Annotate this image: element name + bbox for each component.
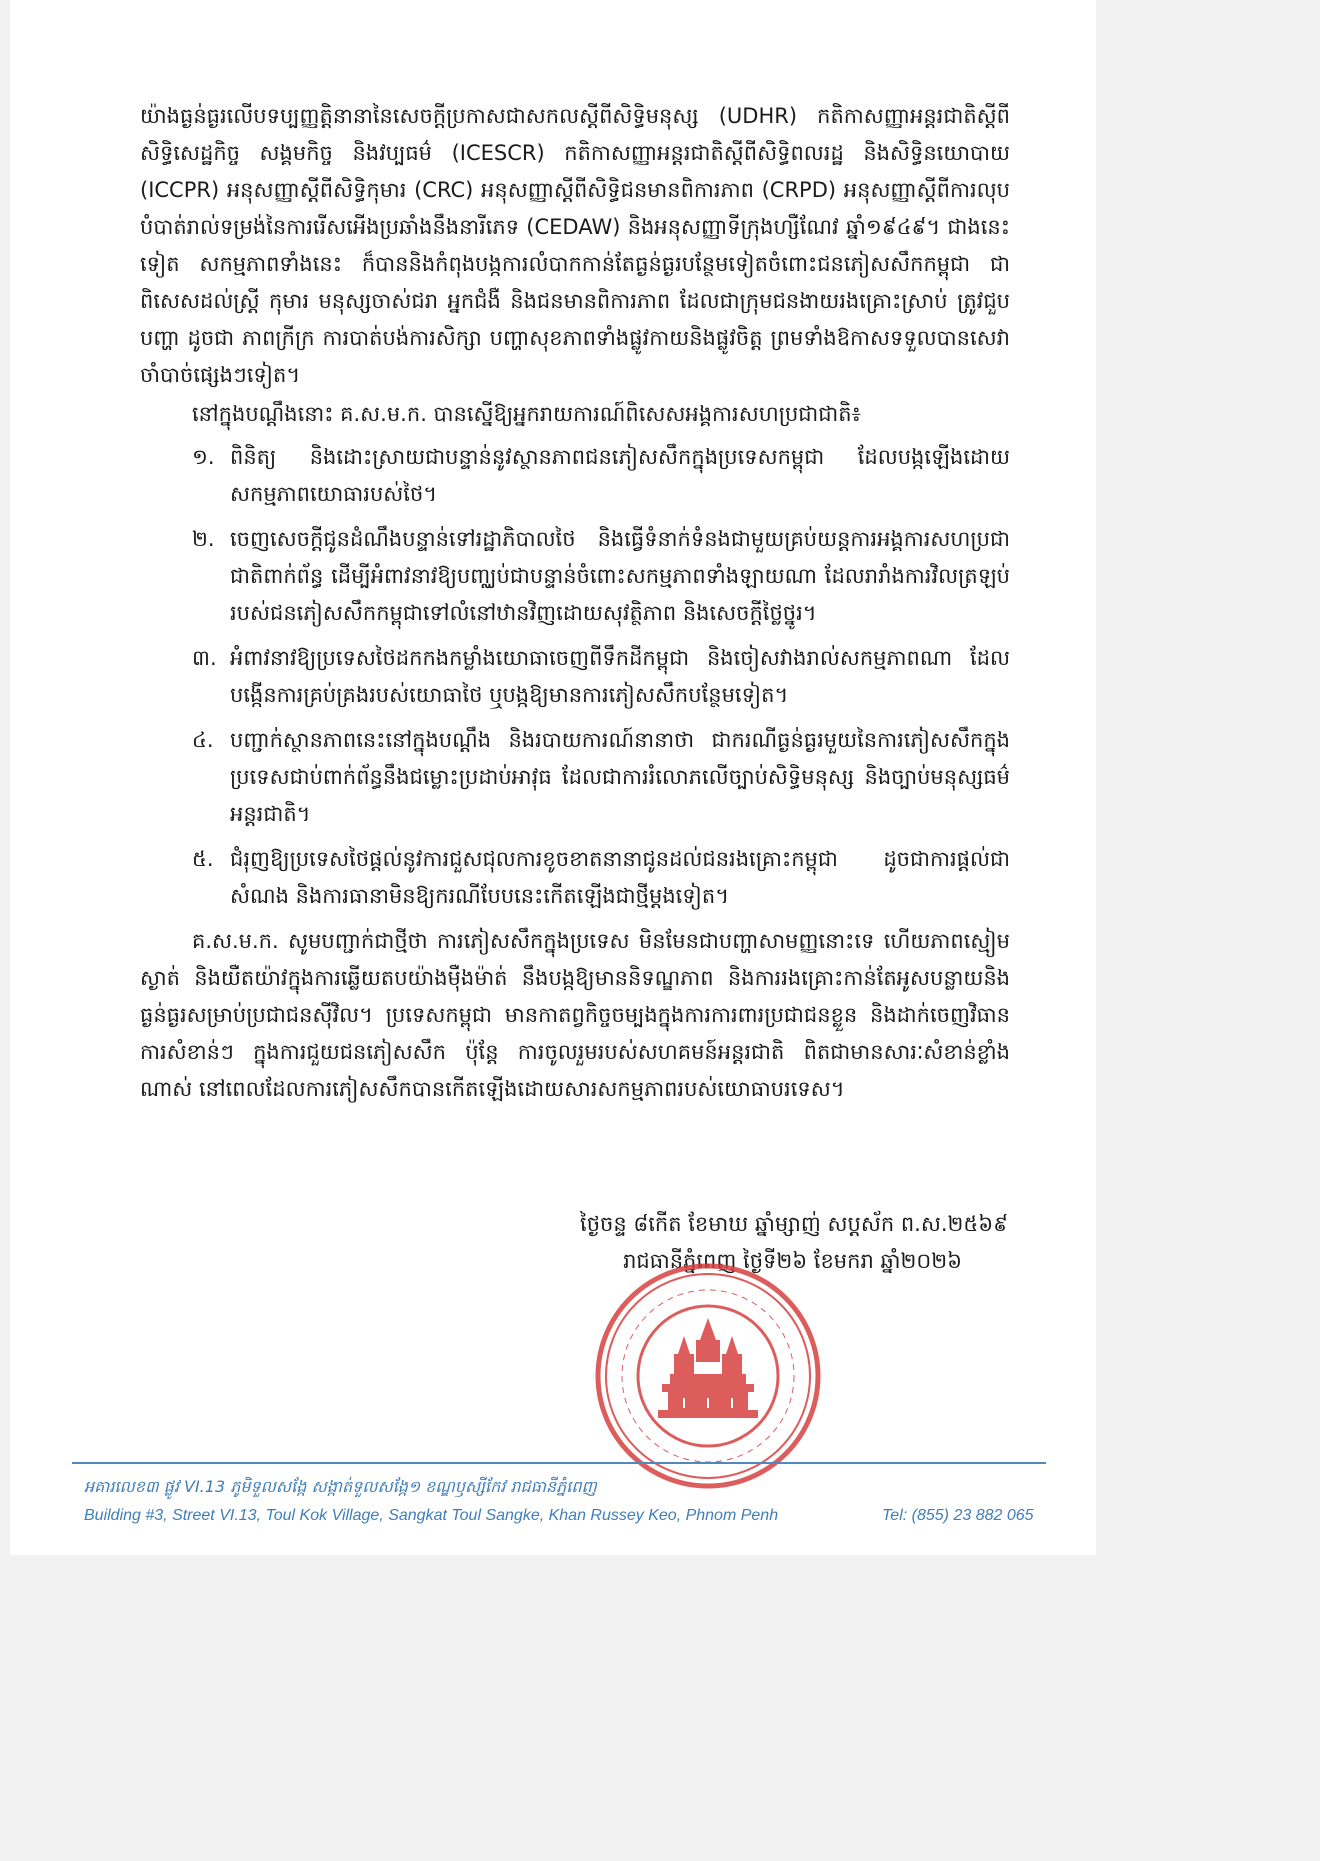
request-item-text: ពិនិត្យ និងដោះស្រាយជាបន្ទាន់នូវស្ថានភាពជនភៀសសឹកក្នុងប្រទេសកម្ពុជា ដែលបង្កឡើងដោយសកម្មភាពយោធារបស់ថៃ។	[230, 445, 1010, 506]
footer-address-english: Building #3, Street VI.13, Toul Kok Village, Sangkat Toul Sangke, Khan Russey Keo, Phnom Penh	[84, 1507, 779, 1524]
request-item-number: ៤.	[192, 728, 214, 752]
footer-telephone: Tel: (855) 23 882 065	[882, 1507, 1034, 1524]
request-item-text: ជំរុញឱ្យប្រទេសថៃផ្តល់នូវការជួសជុលការខូចខាតនានាជូនដល់ជនរងគ្រោះកម្ពុជា ដូចជាការផ្តល់ជាសំណង និងការធានាមិនឱ្យករណីបែបនេះកើតឡើងជាថ្មីម្តងទៀត។	[230, 847, 1010, 908]
letter-body	[140, 98, 1010, 1108]
request-list	[140, 439, 1010, 915]
opening-paragraph: យ៉ាងធ្ងន់ធ្ងរលើបទប្បញ្ញត្តិនានានៃសេចក្តីប្រកាសជាសកលស្តីពីសិទ្ធិមនុស្ស (UDHR) កតិកាសញ្ញាអន្តរជាតិស្តីពីសិទ្ធិសេដ្ឋកិច្ច សង្គមកិច្ច និងវប្បធម៌ (ICESCR) កតិកាសញ្ញាអន្តរជាតិស្តីពីសិទ្ធិពលរដ្ឋ និងសិទ្ធិនយោបាយ (ICCPR) អនុសញ្ញាស្តីពីសិទ្ធិកុមារ (CRC) អនុសញ្ញាស្តីពីសិទ្ធិជនមានពិការភាព (CRPD) អនុសញ្ញាស្តីពីការលុបបំបាត់រាល់ទម្រង់នៃការរើសអើងប្រឆាំងនឹងនារីភេទ (CEDAW) និងអនុសញ្ញាទីក្រុងហ្សឺណែវ ឆ្នាំ១៩៤៩។ ជាងនេះទៀត សកម្មភាពទាំងនេះ ក៏បាននិងកំពុងបង្កការលំបាកកាន់តែធ្ងន់ធ្ងរបន្ថែមទៀតចំពោះជនភៀសសឹកកម្ពុជា ជាពិសេសដល់ស្ត្រី កុមារ មនុស្សចាស់ជរា អ្នកជំងឺ និងជនមានពិការភាព ដែលជាក្រុមជនងាយរងគ្រោះស្រាប់ ត្រូវជួបបញ្ហា ដូចជា ភាពក្រីក្រ ការបាត់បង់ការសិក្សា បញ្ហាសុខភាពទាំងផ្លូវកាយនិងផ្លូវចិត្ត ព្រមទាំងឱកាសទទួលបានសេវាចាំបាច់ផ្សេងៗទៀត។	[140, 104, 1010, 387]
request-item-number: ៥.	[192, 847, 214, 871]
request-item-text: បញ្ជាក់ស្ថានភាពនេះនៅក្នុងបណ្តឹង និងរបាយការណ៍នានាថា ជាករណីធ្ងន់ធ្ងរមួយនៃការភៀសសឹកក្នុងប្រទេសជាប់ពាក់ព័ន្ធនឹងជម្លោះប្រដាប់អាវុធ ដែលជាការរំលោភលើច្បាប់សិទ្ធិមនុស្ស និងច្បាប់មនុស្សធម៌អន្តរជាតិ។	[230, 728, 1010, 826]
request-item-number: ៣.	[192, 646, 217, 670]
request-intro: នៅក្នុងបណ្តឹងនោះ គ.ស.ម.ក. បានស្នើឱ្យអ្នករាយការណ៍ពិសេសអង្គការសហប្រជាជាតិ៖	[192, 402, 861, 426]
request-item	[140, 439, 1010, 513]
request-item	[140, 841, 1010, 915]
request-item-number: ១.	[192, 445, 215, 469]
lunar-date: ថ្ងៃចន្ទ ៨កើត ខែមាឃ ឆ្នាំម្សាញ់ សប្តស័ក ព.ស.២៥៦៩	[580, 1212, 1008, 1236]
signature-block	[140, 1206, 1008, 1280]
temple-seal-icon	[592, 1260, 824, 1492]
request-item-number: ២.	[192, 527, 215, 551]
place-and-date: រាជធានីភ្នំពេញ ថ្ងៃទី២៦ ខែមករា ឆ្នាំ២០២៦	[623, 1249, 962, 1273]
closing-paragraph: គ.ស.ម.ក. សូមបញ្ជាក់ជាថ្មីថា ការភៀសសឹកក្នុងប្រទេស មិនមែនជាបញ្ហាសាមញ្ញនោះទេ ហើយភាពស្មៀមស្ងាត់ និងយឺតយ៉ាវក្នុងការឆ្លើយតបយ៉ាងម៉ឺងម៉ាត់ នឹងបង្កឱ្យមាននិទណ្ឌភាព និងការរងគ្រោះកាន់តែអូសបន្លាយនិងធ្ងន់ធ្ងរសម្រាប់ប្រជាជនស៊ីវិល។ ប្រទេសកម្ពុជា មានកាតព្វកិច្ចចម្បងក្នុងការការពារប្រជាជនខ្លួន និងដាក់ចេញវិធានការសំខាន់ៗ ក្នុងការជួយជនភៀសសឹក ប៉ុន្តែ ការចូលរួមរបស់សហគមន៍អន្តរជាតិ ពិតជាមានសារៈសំខាន់ខ្លាំងណាស់ នៅពេលដែលការភៀសសឹកបានកើតឡើងដោយសារសកម្មភាពរបស់យោធាបរទេស។	[140, 929, 1010, 1101]
footer-divider	[72, 1462, 1046, 1464]
footer-address-khmer: អគារលេខ៣ ផ្លូវ VI.13 ភូមិទួលសង្កែ សង្កាត់ទួលសង្កែ១ ខណ្ឌឫស្សីកែវ រាជធានីភ្នំពេញ	[84, 1477, 597, 1496]
request-item	[140, 521, 1010, 632]
request-item-text: ចេញសេចក្តីជូនដំណឹងបន្ទាន់ទៅរដ្ឋាភិបាលថៃ និងធ្វើទំនាក់ទំនងជាមួយគ្រប់យន្តការអង្គការសហប្រជាជាតិពាក់ព័ន្ធ ដើម្បីអំពាវនាវឱ្យបញ្ឈប់ជាបន្ទាន់ចំពោះសកម្មភាពទាំងឡាយណា ដែលរារាំងការវិលត្រឡប់របស់ជនភៀសសឹកកម្ពុជាទៅលំនៅឋានវិញដោយសុវត្ថិភាព និងសេចក្តីថ្លៃថ្នូរ។	[230, 527, 1010, 625]
request-item	[140, 722, 1010, 833]
document-page	[10, 0, 1096, 1555]
request-item	[140, 640, 1010, 714]
request-item-text: អំពាវនាវឱ្យប្រទេសថៃដកកងកម្លាំងយោធាចេញពីទឹកដីកម្ពុជា និងចៀសវាងរាល់សកម្មភាពណា ដែលបង្កើនការគ្រប់គ្រងរបស់យោធាថៃ ឬបង្កឱ្យមានការភៀសសឹកបន្ថែមទៀត។	[230, 646, 1010, 707]
